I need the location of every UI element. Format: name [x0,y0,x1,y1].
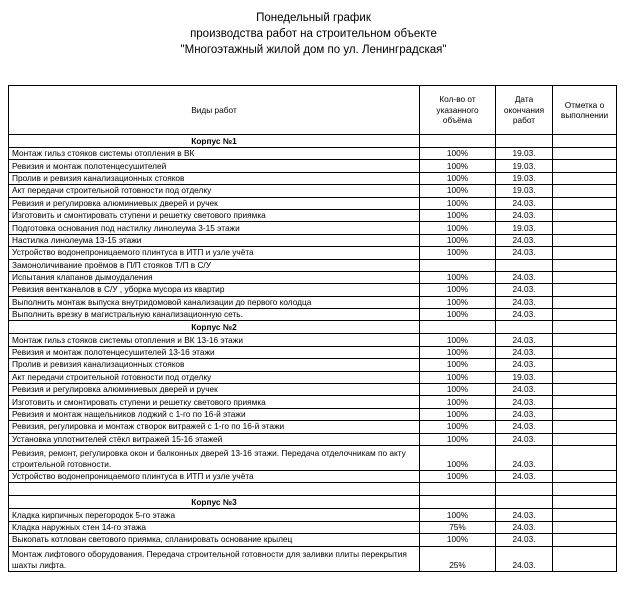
work-cell: Ревизия и монтаж нащельников лоджий с 1-го по 16-й этажи [9,408,420,420]
mark-cell [553,384,617,396]
work-cell: Установка уплотнителей стёкл витражей 15-16 этажей [9,433,420,445]
table-row [9,509,617,521]
volume-cell: 100% [420,433,496,445]
work-cell: Ревизия и монтаж полотенцесушителей [9,160,420,172]
blank-cell [553,483,617,496]
date-cell: 24.03. [496,396,553,408]
work-cell: Устройство водонепроницаемого плинтуса в ИТП и узле учёта [9,470,420,482]
mark-cell [553,148,617,160]
work-cell: Ревизия и регулировка алюминиевых дверей и ручек [9,197,420,209]
volume-cell: 100% [420,172,496,184]
section-row [9,496,617,509]
volume-cell: 100% [420,346,496,358]
table-row [9,172,617,184]
date-cell: 19.03. [496,371,553,383]
volume-cell: 100% [420,445,496,470]
volume-cell: 100% [420,271,496,283]
table-row [9,396,617,408]
work-cell: Ревизия вентканалов в С/У , уборка мусора из квартир [9,284,420,296]
volume-cell: 100% [420,296,496,308]
work-cell: Ревизия и регулировка алюминиевых дверей и ручек [9,384,420,396]
volume-cell: 100% [420,534,496,546]
header-date: Дата окончания работ [496,86,553,135]
date-cell [496,259,553,271]
table-row [9,433,617,445]
date-cell: 24.03. [496,346,553,358]
mark-cell [553,247,617,259]
table-row [9,209,617,221]
section-row [9,321,617,334]
date-cell: 19.03. [496,172,553,184]
date-cell: 19.03. [496,185,553,197]
table-row [9,408,617,420]
mark-cell [553,433,617,445]
work-cell: Настилка линолеума 13-15 этажи [9,234,420,246]
volume-cell: 100% [420,209,496,221]
volume-cell: 100% [420,470,496,482]
blank-cell [496,483,553,496]
table-row [9,222,617,234]
section-empty-cell [496,321,553,334]
section-row [9,135,617,148]
mark-cell [553,234,617,246]
mark-cell [553,408,617,420]
date-cell: 24.03. [496,521,553,533]
blank-cell [9,483,420,496]
work-cell: Монтаж гильз стояков системы отопления и ВК 13-16 этажи [9,334,420,346]
date-cell: 24.03. [496,445,553,470]
section-name: Корпус №2 [9,321,420,334]
work-cell: Замоноличивание проёмов в П/П стояков Т/П в С/У [9,259,420,271]
blank-cell [420,483,496,496]
date-cell: 19.03. [496,222,553,234]
section-empty-cell [553,135,617,148]
table-row [9,346,617,358]
table-row [9,359,617,371]
mark-cell [553,160,617,172]
volume-cell: 100% [420,197,496,209]
volume-cell: 100% [420,185,496,197]
volume-cell: 100% [420,247,496,259]
table-row [9,160,617,172]
table-row [9,296,617,308]
header-volume: Кол-во от указанного объёма [420,86,496,135]
volume-cell: 100% [420,334,496,346]
table-row [9,371,617,383]
mark-cell [553,470,617,482]
mark-cell [553,396,617,408]
date-cell: 24.03. [496,296,553,308]
section-empty-cell [496,135,553,148]
volume-cell: 100% [420,222,496,234]
mark-cell [553,509,617,521]
date-cell: 19.03. [496,148,553,160]
date-cell: 24.03. [496,384,553,396]
volume-cell: 100% [420,421,496,433]
section-empty-cell [420,135,496,148]
section-empty-cell [553,496,617,509]
work-cell: Выкопать котлован светового приямка, спланировать основание крылец [9,534,420,546]
table-row [9,384,617,396]
volume-cell: 100% [420,408,496,420]
mark-cell [553,521,617,533]
volume-cell: 100% [420,384,496,396]
work-cell: Кладка наружных стен 14-го этажа [9,521,420,533]
work-cell: Акт передачи строительной готовности под отделку [9,371,420,383]
date-cell: 24.03. [496,334,553,346]
table-row [9,445,617,470]
mark-cell [553,209,617,221]
date-cell: 24.03. [496,209,553,221]
volume-cell: 100% [420,148,496,160]
volume-cell: 25% [420,546,496,571]
mark-cell [553,172,617,184]
table-row [9,247,617,259]
date-cell: 24.03. [496,534,553,546]
volume-cell [420,259,496,271]
table-row [9,197,617,209]
section-empty-cell [420,496,496,509]
mark-cell [553,259,617,271]
work-cell: Изготовить и смонтировать ступени и решетку светового приямка [9,396,420,408]
mark-cell [553,546,617,571]
date-cell: 24.03. [496,433,553,445]
date-cell: 24.03. [496,309,553,321]
date-cell: 24.03. [496,470,553,482]
work-cell: Устройство водонепроницаемого плинтуса в ИТП и узле учёта [9,247,420,259]
section-name: Корпус №1 [9,135,420,148]
volume-cell: 100% [420,160,496,172]
table-row [9,234,617,246]
table-row [9,271,617,283]
date-cell: 19.03. [496,160,553,172]
table-row [9,148,617,160]
volume-cell: 100% [420,359,496,371]
section-empty-cell [553,321,617,334]
title-line-2: производства работ на строительном объекте [190,28,437,40]
section-name: Корпус №3 [9,496,420,509]
volume-cell: 75% [420,521,496,533]
mark-cell [553,359,617,371]
mark-cell [553,271,617,283]
mark-cell [553,371,617,383]
table-row [9,185,617,197]
work-cell: Кладка кирпичных перегородок 5-го этажа [9,509,420,521]
mark-cell [553,222,617,234]
work-cell: Ревизия и монтаж полотенцесушителей 13-16 этажи [9,346,420,358]
table-row [9,421,617,433]
work-cell: Испытания клапанов дымоудаления [9,271,420,283]
work-cell: Изготовить и смонтировать ступени и решетку светового приямка [9,209,420,221]
work-cell: Акт передачи строительной готовности под отделку [9,185,420,197]
date-cell: 24.03. [496,271,553,283]
work-cell: Ревизия, регулировка и монтаж створок витражей с 1-го по 16-й этажи [9,421,420,433]
mark-cell [553,421,617,433]
date-cell: 24.03. [496,247,553,259]
work-cell: Ревизия, ремонт, регулировка окон и балконных дверей 13-16 этажи. Передача отделочникам по акту строительной готовности. [9,445,420,470]
mark-cell [553,346,617,358]
volume-cell: 100% [420,396,496,408]
volume-cell: 100% [420,509,496,521]
work-cell: Монтаж лифтового оборудования. Передача строительной готовности для заливки плиты перекрытия шахты лифта. [9,546,420,571]
document-title [0,10,627,58]
mark-cell [553,334,617,346]
mark-cell [553,445,617,470]
section-empty-cell [496,496,553,509]
work-cell: Подготовка основания под настилку линолеума 3-15 этажи [9,222,420,234]
work-cell: Монтаж гильз стояков системы отопления в ВК [9,148,420,160]
schedule-body [9,135,617,572]
section-empty-cell [420,321,496,334]
work-cell: Пролив и ревизия канализационных стояков [9,359,420,371]
header-mark: Отметка о выполнении [553,86,617,135]
header-row [9,86,617,135]
mark-cell [553,185,617,197]
blank-row [9,483,617,496]
table-row [9,309,617,321]
table-row [9,259,617,271]
volume-cell: 100% [420,371,496,383]
title-line-3: "Многоэтажный жилой дом по ул. Ленинградская" [180,44,447,56]
table-row [9,546,617,571]
mark-cell [553,534,617,546]
table-row [9,334,617,346]
date-cell: 24.03. [496,509,553,521]
table-row [9,284,617,296]
volume-cell: 100% [420,309,496,321]
date-cell: 24.03. [496,408,553,420]
work-cell: Выполнить врезку в магистральную канализационную сеть. [9,309,420,321]
schedule-table [8,85,617,572]
volume-cell: 100% [420,234,496,246]
work-cell: Выполнить монтаж выпуска внутридомовой канализации до первого колодца [9,296,420,308]
header-work: Виды работ [9,86,420,135]
date-cell: 24.03. [496,234,553,246]
mark-cell [553,309,617,321]
date-cell: 24.03. [496,546,553,571]
work-cell: Пролив и ревизия канализационных стояков [9,172,420,184]
date-cell: 24.03. [496,359,553,371]
mark-cell [553,296,617,308]
table-row [9,521,617,533]
date-cell: 24.03. [496,421,553,433]
mark-cell [553,197,617,209]
date-cell: 24.03. [496,284,553,296]
volume-cell: 100% [420,284,496,296]
table-row [9,534,617,546]
mark-cell [553,284,617,296]
table-row [9,470,617,482]
date-cell: 24.03. [496,197,553,209]
title-line-1: Понедельный график [256,12,371,24]
